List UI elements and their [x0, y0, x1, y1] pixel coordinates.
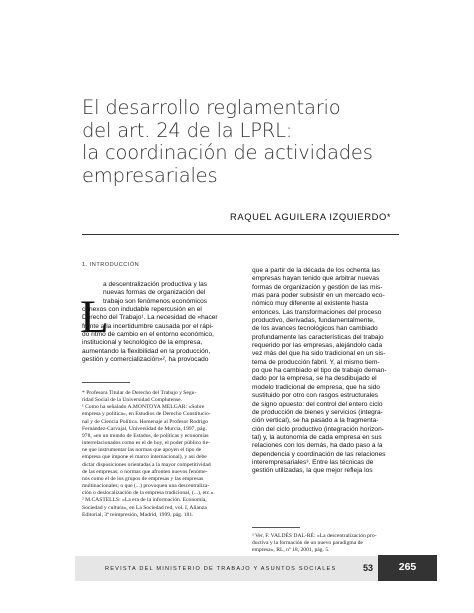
text-line: profundamente las características del trabajo — [252, 333, 384, 341]
text-line: sustituido por otro con rasgos estructurales — [252, 392, 379, 400]
text-line: institucional y tecnológico de la empresa, — [82, 339, 203, 347]
footnote-line: nal y de Ciencia Política. Homenaje al Profesor Rodrigo — [82, 418, 208, 425]
footnote-divider — [252, 527, 300, 528]
issue-number: 53 — [363, 563, 374, 573]
journal-name: REVISTA DEL MINISTERIO DE TRABAJO Y ASUNTOS SOCIALES — [105, 566, 337, 572]
text-line: Derecho del Trabajo¹. La necesidad de «hacer — [82, 314, 218, 322]
footnote-line: empresa», RL, nº 18, 2001, pág. 5. — [252, 547, 330, 554]
footnote-line: nos como el de los grupos de empresas y las empresas — [82, 475, 204, 482]
text-line: formas de organización y gestión de las mis- — [252, 283, 383, 291]
text-line: mas para poder subsistir en un mercado eco- — [252, 292, 385, 300]
text-line: gestión y comercialización»², ha provocado — [82, 356, 209, 364]
left-column — [82, 262, 233, 364]
text-line: aumentando la flexibilidad en la producción, — [82, 347, 211, 355]
text-line: productivo, derivadas, fundamentalmente, — [252, 317, 375, 325]
article-title — [82, 97, 422, 187]
text-line: ción del ciclo productivo (integración horizon- — [252, 425, 384, 433]
text-line: empresas hayan tenido que arbitrar nuevas — [252, 275, 380, 283]
footnote-line: ductiva y la formación de un nuevo paradigma de — [252, 540, 363, 547]
text-line: de producción de bienes y servicios (integra- — [252, 408, 383, 416]
text-line: de signo opuesto: del control del entero ciclo — [252, 400, 383, 408]
title-line: empresariales — [82, 163, 218, 187]
text-line: nuevas formas de organización del — [103, 289, 206, 297]
footnote-line: empresa que impone el marco internacional), y así debe — [82, 454, 207, 461]
text-line: interempresariales³. Entre las técnicas de — [252, 458, 374, 466]
footnote-line: multinacionales; o que (...) provoquen una descentraliza- — [82, 483, 210, 490]
footnote-line: ne que instrumentar las normas que apoyen el tipo de — [82, 447, 202, 454]
text-line: tal) y, la autonomía de cada empresa en sus — [252, 433, 382, 441]
title-line: la coordinación de actividades — [82, 141, 373, 164]
text-line: do ritmo de cambio en el entorno económico, — [82, 331, 214, 339]
footnotes-right — [252, 533, 404, 554]
footnote-divider — [82, 382, 130, 383]
text-line: frente a la incertidumbre causada por el rápi- — [82, 322, 214, 330]
intro-paragraph — [82, 281, 233, 364]
text-line: de los avances tecnológicos han cambiado — [252, 325, 378, 333]
text-line: conexos con indudable repercusión en el — [82, 306, 202, 314]
text-line: nómico muy diferente al existente hasta — [252, 300, 369, 308]
text-line: requerido por las empresas, alejándolo cada — [252, 342, 383, 350]
author-name: RAQUEL AGUILERA IZQUIERDO* — [230, 211, 392, 222]
text-line: que a partir de la década de los ochenta las — [252, 267, 380, 274]
text-line: trabajo son fenómenos económicos — [103, 297, 208, 305]
footnote-line: ridad Social de la Universidad Complutense. — [82, 397, 183, 404]
section-heading: 1. INTRODUCCIÓN — [82, 262, 140, 268]
footnotes-left — [82, 390, 234, 519]
page-number: 265 — [398, 561, 417, 573]
right-column — [252, 267, 402, 476]
text-line: modelo tradicional de empresa, que ha sido — [252, 383, 380, 391]
text-line: tema de producción fabril. Y, al mismo tiem- — [252, 358, 380, 366]
title-line: del art. 24 de la LPRL: — [82, 118, 293, 142]
text-line: gestión utilizadas, la que mejor refleja los — [252, 467, 373, 475]
text-line: po que ha cambiado el tipo de trabajo deman- — [252, 367, 387, 375]
footnote-line: ción o deslocalización de la empresa tradicional, (...), etc.». — [82, 490, 215, 497]
footnote-line: 978, «en un mundo de Estados, de políticas y economías — [82, 432, 209, 439]
text-line: dado por la empresa, se ha desdibujado el — [252, 375, 377, 383]
drop-cap: L — [80, 291, 109, 343]
footnote-line: empresa y política», en Estudios de Derecho Constitucio- — [82, 411, 211, 418]
text-line: dependencia y coordinación de las relaciones — [252, 450, 386, 458]
text-line: a descentralización productiva y las — [103, 281, 208, 288]
text-line: vez más del que ha sido tradicional en un sis- — [252, 350, 386, 358]
title-divider — [82, 234, 399, 235]
footnote-line: Editorial, 3ª reimpresión, Madrid, 1999, pág. 181. — [82, 511, 194, 518]
footnote-line: ³ Ver, F. VALDÉS DAL-RÉ: «La descentralización pro- — [252, 533, 377, 539]
footnote-line: * Profesora Titular de Derecho del Trabajo y Segu- — [82, 390, 197, 396]
footnote-line: de las empresas; o normas que afronten nuevos fenóme- — [82, 468, 208, 475]
footnote-line: interrelacionados como es el de hoy, el poder público tie- — [82, 440, 210, 447]
footnote-line: Fernández-Carvajal, Universidad de Murcia, 1997, pág. — [82, 425, 207, 432]
text-line: relaciones con los demás, ha dado paso a la — [252, 442, 383, 450]
text-line: entonces. Las transformaciones del proceso — [252, 308, 382, 316]
footnote-line: ¹ Como ha señalado A.MONTOYA MELGAR: «Sobre — [82, 404, 205, 411]
footnote-line: Sociedad y cultura», en La Sociedad red, vol. I, Alianza — [82, 504, 207, 511]
footnote-line: dictar disposiciones orientadas a la mayor competitividad — [82, 461, 211, 468]
footnote-line: ² M.CASTELLS: «La era de la información. Economía, — [82, 497, 207, 504]
text-line: ción vertical), se ha pasado a la fragmenta- — [252, 417, 379, 425]
title-line: El desarrollo reglamentario — [82, 96, 341, 119]
